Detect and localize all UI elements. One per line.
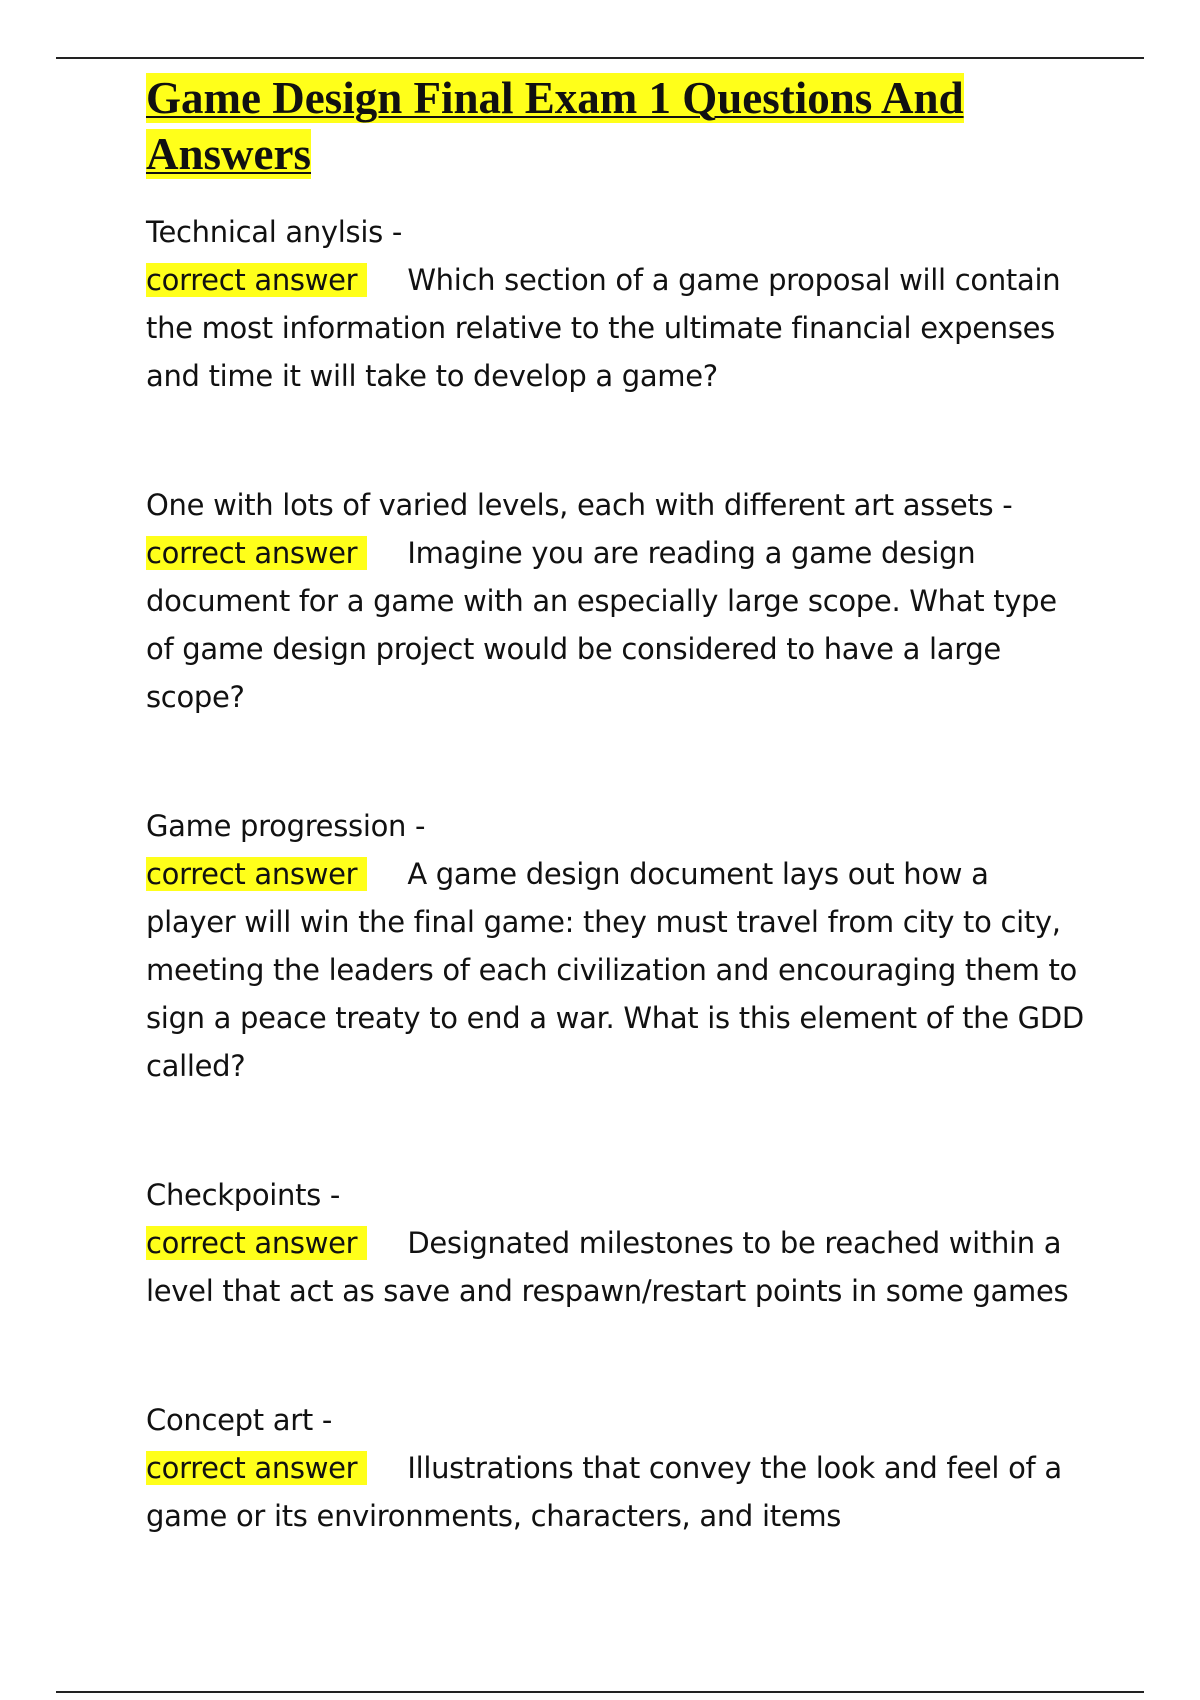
correct-answer-tag: correct answer — [146, 1226, 367, 1260]
correct-answer-tag: correct answer — [146, 1451, 367, 1485]
document-title — [146, 70, 1086, 182]
bottom-rule — [56, 1691, 1144, 1693]
document-body — [146, 70, 1086, 1540]
question-text: Illustrations that convey the look and feel of a game or its environments, characters, and items — [146, 1451, 1062, 1533]
correct-answer-tag: correct answer — [146, 263, 367, 297]
answer-text: Technical anylsis - — [146, 215, 403, 249]
qa-item — [146, 481, 1086, 721]
answer-text: Checkpoints - — [146, 1178, 341, 1212]
qa-item — [146, 1396, 1086, 1540]
question-text: Imagine you are reading a game design document for a game with an especially large scope. What type of game design project would be considered to have a large scope? — [146, 536, 1057, 714]
title-highlight: Game Design Final Exam 1 Questions And Answers — [146, 73, 964, 179]
qa-item — [146, 208, 1086, 400]
qa-item — [146, 1171, 1086, 1315]
question-text: Designated milestones to be reached within a level that act as save and respawn/restart points in some games — [146, 1226, 1069, 1308]
answer-text: Game progression - — [146, 809, 426, 843]
answer-text: One with lots of varied levels, each with different art assets - — [146, 488, 1013, 522]
qa-item — [146, 802, 1086, 1090]
answer-text: Concept art - — [146, 1403, 333, 1437]
top-rule — [56, 57, 1144, 59]
question-text: A game design document lays out how a player will win the final game: they must travel from city to city, meeting the leaders of each civilization and encouraging them to sign a peace treaty to end a war. What is this element of the GDD called? — [146, 857, 1084, 1083]
correct-answer-tag: correct answer — [146, 536, 367, 570]
question-text: Which section of a game proposal will contain the most information relative to the ultimate financial expenses and time it will take to develop a game? — [146, 263, 1061, 393]
correct-answer-tag: correct answer — [146, 857, 367, 891]
